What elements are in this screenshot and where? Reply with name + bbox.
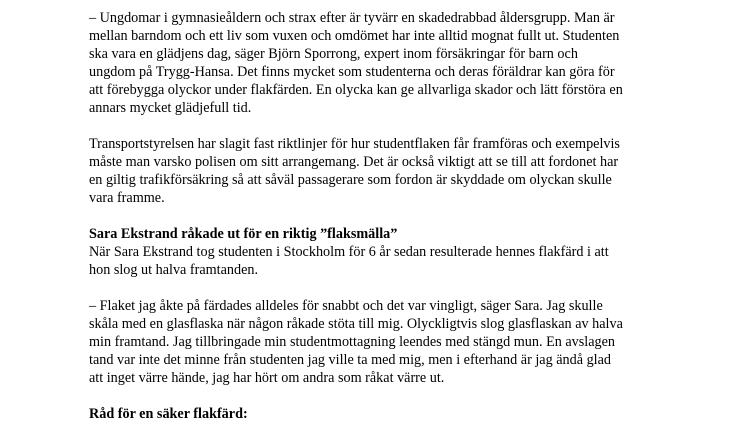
paragraph-spacer bbox=[89, 207, 729, 225]
text-line: att förebygga olyckor under flakfärden. En olycka kan ge allvarliga skador och lätt förstöra en bbox=[89, 82, 623, 98]
paragraph-sara-quote bbox=[89, 297, 729, 387]
text-line: hon slog ut halva framtanden. bbox=[89, 262, 259, 278]
text-line: vara framme. bbox=[89, 190, 165, 206]
text-line: skåla med en glasflaska när någon råkade stöta till mig. Olyckligtvis slog glasflaskan av halva bbox=[89, 316, 623, 332]
section-heading-sara bbox=[89, 225, 729, 243]
text-line: ungdom på Trygg-Hansa. Det finns mycket som studenterna och deras föräldrar kan göra för bbox=[89, 64, 615, 80]
text-line: min framtand. Jag tillbringade min studentmottagning leendes med stängd mun. En avslagen bbox=[89, 334, 616, 350]
text-line: en giltig trafikförsäkring så att såväl passagerare som fordon är skyddade om olyckan skulle bbox=[89, 172, 612, 188]
text-line: måste man varsko polisen om sitt arrangemang. Det är också viktigt att se till att fordonet har bbox=[89, 154, 619, 170]
text-line: – Ungdomar i gymnasieåldern och strax efter är tyvärr en skadedrabbad åldersgrupp. Man är bbox=[89, 10, 615, 26]
text-line: När Sara Ekstrand tog studenten i Stockholm för 6 år sedan resulterade hennes flakfärd i att bbox=[89, 244, 609, 260]
text-line: Transportstyrelsen har slagit fast riktlinjer för hur studentflaken får framföras och exempelvis bbox=[89, 136, 620, 152]
paragraph-spacer bbox=[89, 279, 729, 297]
text-line: annars mycket glädjefull tid. bbox=[89, 100, 252, 116]
paragraph-youth-risk bbox=[89, 9, 729, 117]
document-page bbox=[89, 9, 729, 423]
text-line: tand var inte det minne från studenten jag ville ta med mig, men i efterhand är jag ändå glad bbox=[89, 352, 611, 368]
paragraph-transport-rules bbox=[89, 135, 729, 207]
text-line: ska vara en glädjens dag, säger Björn Sporrong, expert inom försäkringar för barn och bbox=[89, 46, 578, 62]
section-heading-advice bbox=[89, 405, 729, 423]
heading-text: Råd för en säker flakfärd: bbox=[89, 406, 248, 422]
paragraph-spacer bbox=[89, 387, 729, 405]
heading-text: Sara Ekstrand råkade ut för en riktig ”flaksmälla” bbox=[89, 226, 398, 242]
text-line: mellan barndom och ett liv som vuxen och omdömet har inte alltid mognat fullt ut. Studenten bbox=[89, 28, 620, 44]
paragraph-spacer bbox=[89, 117, 729, 135]
text-line: – Flaket jag åkte på färdades alldeles för snabbt och det var vingligt, säger Sara. Jag skulle bbox=[89, 298, 603, 314]
text-line: att inget värre hände, jag har hört om andra som råkat värre ut. bbox=[89, 370, 445, 386]
paragraph-sara-intro bbox=[89, 243, 729, 279]
